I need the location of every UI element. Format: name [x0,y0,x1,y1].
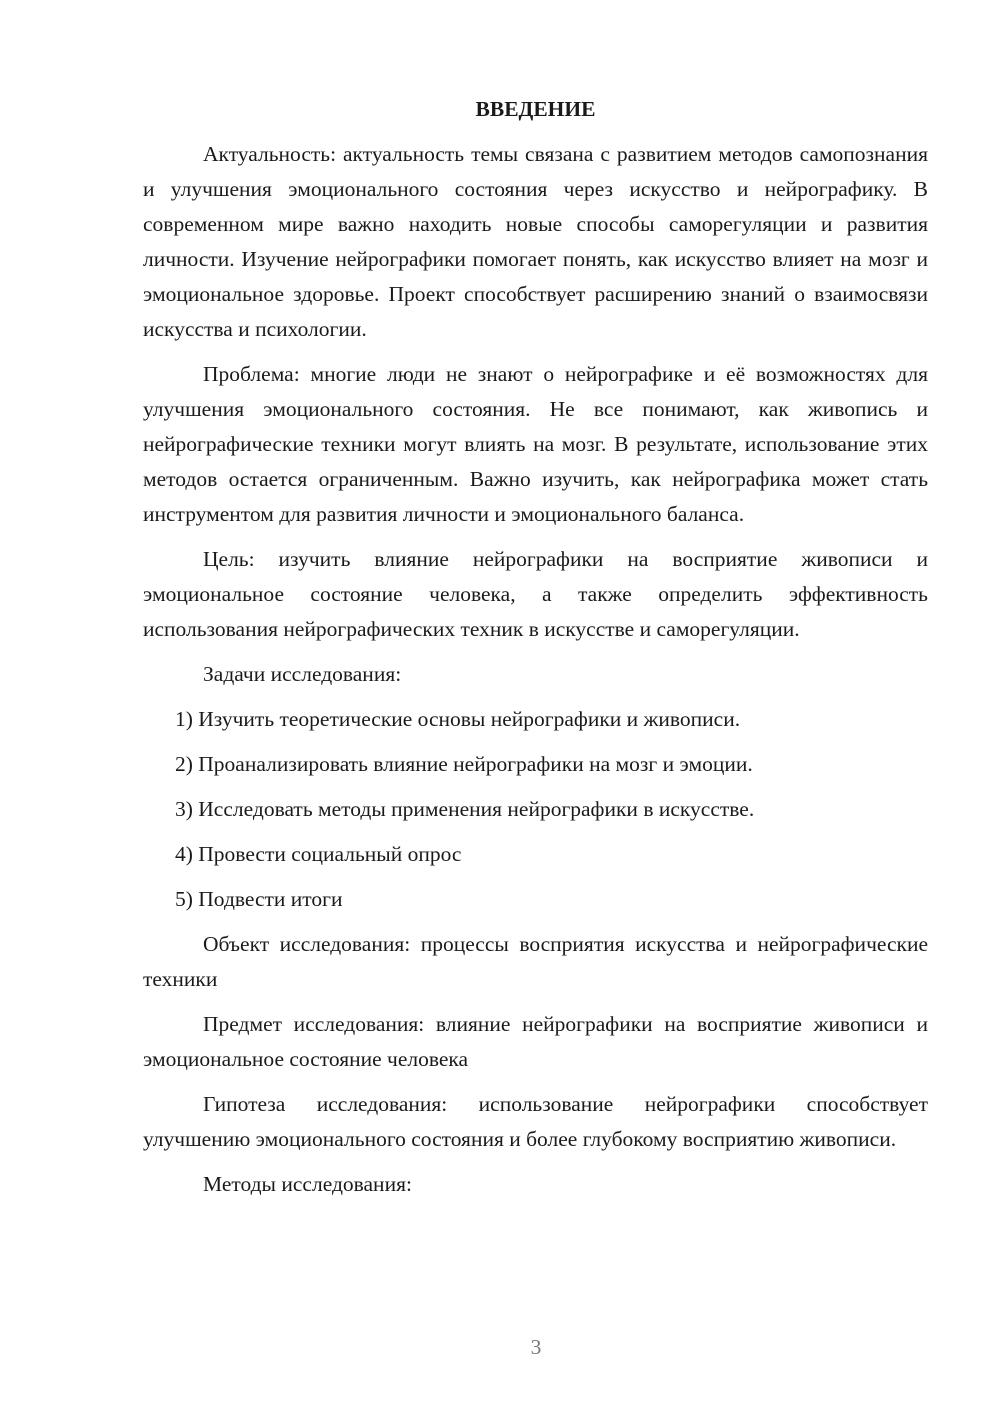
list-item: 5) Подвести итоги [175,887,343,911]
paragraph-object: Объект исследования: процессы восприятия искусства и нейрографические техники [143,932,928,991]
list-item: 2) Проанализировать влияние нейрографики на мозг и эмоции. [175,752,753,776]
page-content [143,92,928,1212]
page-number: 3 [530,1335,542,1359]
list-item: 3) Исследовать методы применения нейрографики в искусстве. [175,797,755,821]
paragraph-goal: Цель: изучить влияние нейрографики на восприятие живописи и эмоциональное состояние человека, а также определить эффективность использования нейрографических техник в искусстве и саморегуляции. [143,547,928,641]
tasks-heading: Задачи исследования: [203,662,402,686]
methods-heading: Методы исследования: [203,1172,412,1196]
list-item: 4) Провести социальный опрос [175,842,462,866]
paragraph-hypothesis: Гипотеза исследования: использование нейрографики способствует улучшению эмоционального состояния и более глубокому восприятию живописи. [143,1092,928,1151]
paragraph-subject: Предмет исследования: влияние нейрографики на восприятие живописи и эмоциональное состояние человека [143,1012,928,1071]
paragraph-relevance: Актуальность: актуальность темы связана с развитием методов самопознания и улучшения эмоционального состояния через искусство и нейрографику. В современном мире важно находить новые способы саморегуляции и развития личности. Изучение нейрографики помогает понять, как искусство влияет на мозг и эмоциональное здоровье. Проект способствует расширению знаний о взаимосвязи искусства и психологии. [143,142,928,341]
tasks-list [143,702,928,917]
list-item: 1) Изучить теоретические основы нейрографики и живописи. [175,707,741,731]
paragraph-problem: Проблема: многие люди не знают о нейрографике и её возможностях для улучшения эмоционального состояния. Не все понимают, как живопись и нейрографические техники могут влиять на мозг. В результате, использование этих методов остается ограниченным. Важно изучить, как нейрографика может стать инструментом для развития личности и эмоционального баланса. [143,362,928,526]
section-title: ВВЕДЕНИЕ [475,97,596,121]
